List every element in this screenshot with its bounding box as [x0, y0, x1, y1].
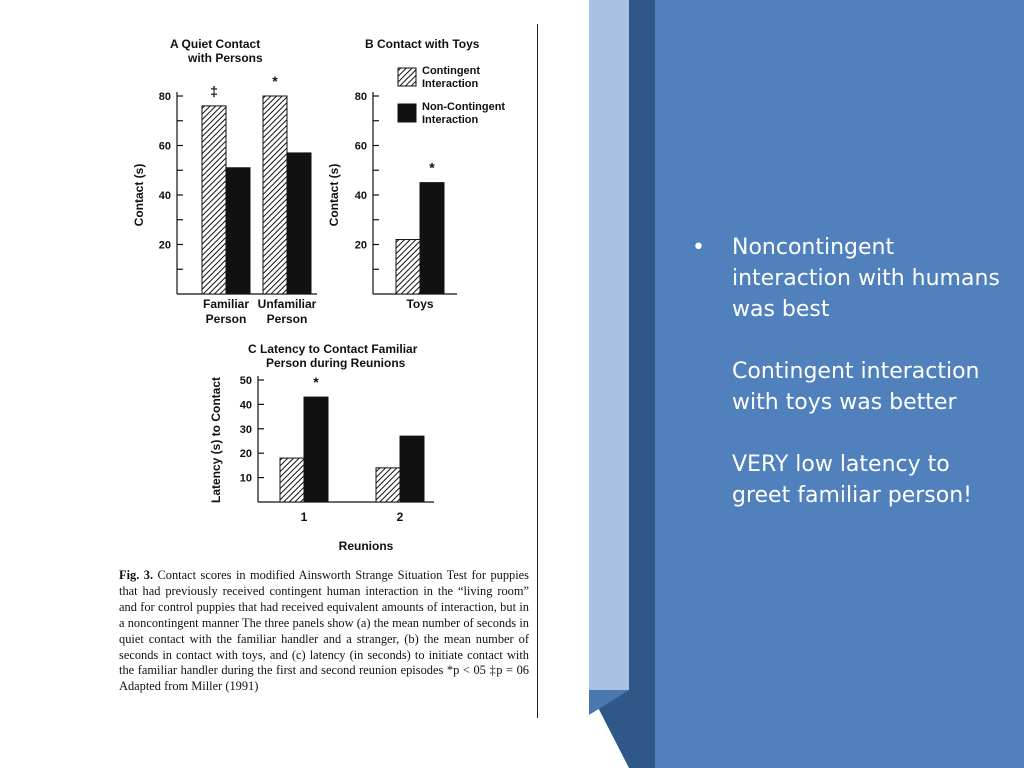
legend-label: Contingent	[422, 65, 481, 77]
chart-title: Person during Reunions	[266, 356, 406, 370]
decorative-strip-light	[589, 0, 629, 690]
figure-caption	[119, 568, 529, 695]
chart-title: A Quiet Contact	[170, 37, 261, 51]
bullet-list	[692, 232, 1012, 511]
chart-title: with Persons	[188, 51, 263, 65]
y-axis-label: Contact (s)	[132, 163, 146, 227]
caption-label: Fig. 3.	[119, 568, 154, 582]
y-tick-label: 80	[158, 91, 171, 103]
y-tick-label: 60	[158, 140, 171, 153]
bar-contingent	[202, 106, 226, 294]
significance-marker: *	[272, 73, 278, 89]
caption-text: Contact scores in modified Ainsworth Strange Situation Test for puppies that had previously received contingent human interaction in the “living room” and for control puppies that had received equivalent amounts of interaction, but in a noncontingent manner The three panels show (a) the mean number of seconds in quiet contact with the familiar handler and a stranger, (b) the mean number of seconds in contact with toys, and (c) latency (in seconds) to initiate contact with the familiar handler during the first and second reunion episodes *p < 05 ‡p = 06 Adapted from Miller (1991)	[119, 568, 529, 694]
category-label: 2	[396, 510, 404, 524]
y-tick-label: 40	[158, 190, 171, 202]
legend-swatch	[398, 104, 416, 122]
bar-noncontingent	[226, 168, 250, 294]
bar-contingent	[396, 240, 420, 294]
category-label: Familiar	[202, 297, 250, 311]
paragraph-contingent: Contingent interaction with toys was better	[732, 359, 980, 415]
y-axis-label: Latency (s) to Contact	[209, 376, 223, 504]
bar-noncontingent	[287, 153, 311, 294]
bullet-icon: •	[692, 235, 705, 260]
legend-label: Interaction	[422, 78, 479, 90]
paragraph-latency: VERY low latency to greet familiar person!	[732, 452, 972, 508]
significance-marker: *	[313, 374, 319, 391]
y-tick-label: 20	[354, 239, 367, 252]
x-axis-label: Reunions	[338, 539, 394, 553]
significance-marker: *	[429, 159, 435, 176]
category-label: Unfamiliar	[257, 297, 317, 311]
chart-title: B Contact with Toys	[365, 37, 480, 51]
bullet-text	[732, 232, 1012, 511]
significance-marker: ‡	[210, 82, 218, 99]
bar-contingent	[376, 468, 400, 502]
y-tick-label: 20	[158, 239, 171, 252]
legend-label: Non-Contingent	[422, 101, 506, 113]
bar-noncontingent	[304, 397, 328, 502]
bar-noncontingent	[420, 183, 444, 294]
bar-contingent	[263, 96, 287, 294]
y-tick-label: 10	[239, 472, 252, 485]
decorative-strip	[589, 0, 655, 768]
category-label: Person	[266, 312, 308, 326]
y-axis-label: Contact (s)	[327, 163, 341, 227]
category-label: Person	[205, 312, 247, 326]
y-tick-label: 60	[354, 140, 367, 153]
y-tick-label: 40	[239, 399, 252, 412]
paragraph-noncontingent: Noncontingent interaction with humans was best	[732, 235, 1000, 322]
y-tick-label: 40	[354, 190, 367, 202]
legend-swatch	[398, 68, 416, 86]
legend-label: Interaction	[422, 114, 479, 126]
category-label: 1	[300, 510, 308, 524]
y-tick-label: 80	[354, 91, 367, 103]
figure-border-line	[537, 24, 538, 718]
category-label: Toys	[406, 297, 434, 311]
bar-noncontingent	[400, 436, 424, 502]
chart-title: C Latency to Contact Familiar	[248, 342, 418, 356]
y-tick-label: 50	[239, 375, 252, 387]
y-tick-label: 20	[239, 448, 252, 461]
decorative-strip-dark	[629, 0, 655, 768]
figure-chart	[118, 22, 542, 567]
bar-contingent	[280, 458, 304, 502]
y-tick-label: 30	[239, 423, 252, 436]
bullet-item	[692, 232, 1012, 511]
